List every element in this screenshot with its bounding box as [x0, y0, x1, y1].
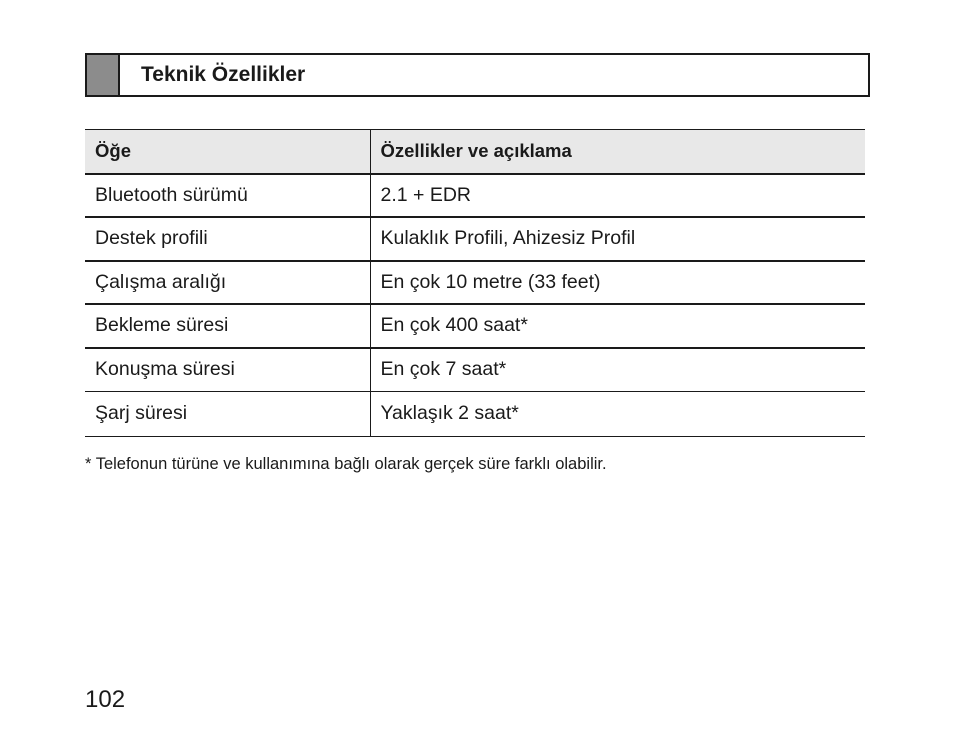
row-value: Yaklaşık 2 saat* [380, 402, 519, 424]
section-header [85, 53, 870, 97]
spec-table [85, 129, 865, 437]
page-number: 102 [85, 686, 126, 713]
row-value: 2.1 + EDR [380, 183, 472, 206]
column-header-spec: Özellikler ve açıklama [380, 140, 572, 162]
table-row [85, 391, 865, 436]
row-label: Bluetooth sürümü [85, 174, 370, 218]
table-row [85, 304, 865, 348]
row-label: Bekleme süresi [85, 304, 370, 348]
table-row [85, 174, 865, 218]
column-header-item: Öğe [85, 130, 370, 174]
row-value: En çok 7 saat* [380, 358, 507, 380]
row-label: Konuşma süresi [85, 348, 370, 392]
table-row [85, 348, 865, 392]
table-row [85, 261, 865, 305]
row-label: Çalışma aralığı [85, 261, 370, 305]
section-title: Teknik Özellikler [141, 63, 306, 86]
table-row [85, 217, 865, 261]
row-value: En çok 10 metre (33 feet) [380, 270, 601, 293]
footnote: * Telefonun türüne ve kullanımına bağlı olarak gerçek süre farklı olabilir. [85, 455, 607, 473]
row-value: Kulaklık Profili, Ahizesiz Profil [380, 227, 636, 250]
table-header-row [85, 130, 865, 174]
row-label: Destek profili [85, 217, 370, 261]
row-label: Şarj süresi [85, 391, 370, 436]
section-marker [87, 55, 120, 95]
row-value: En çok 400 saat* [380, 314, 528, 337]
